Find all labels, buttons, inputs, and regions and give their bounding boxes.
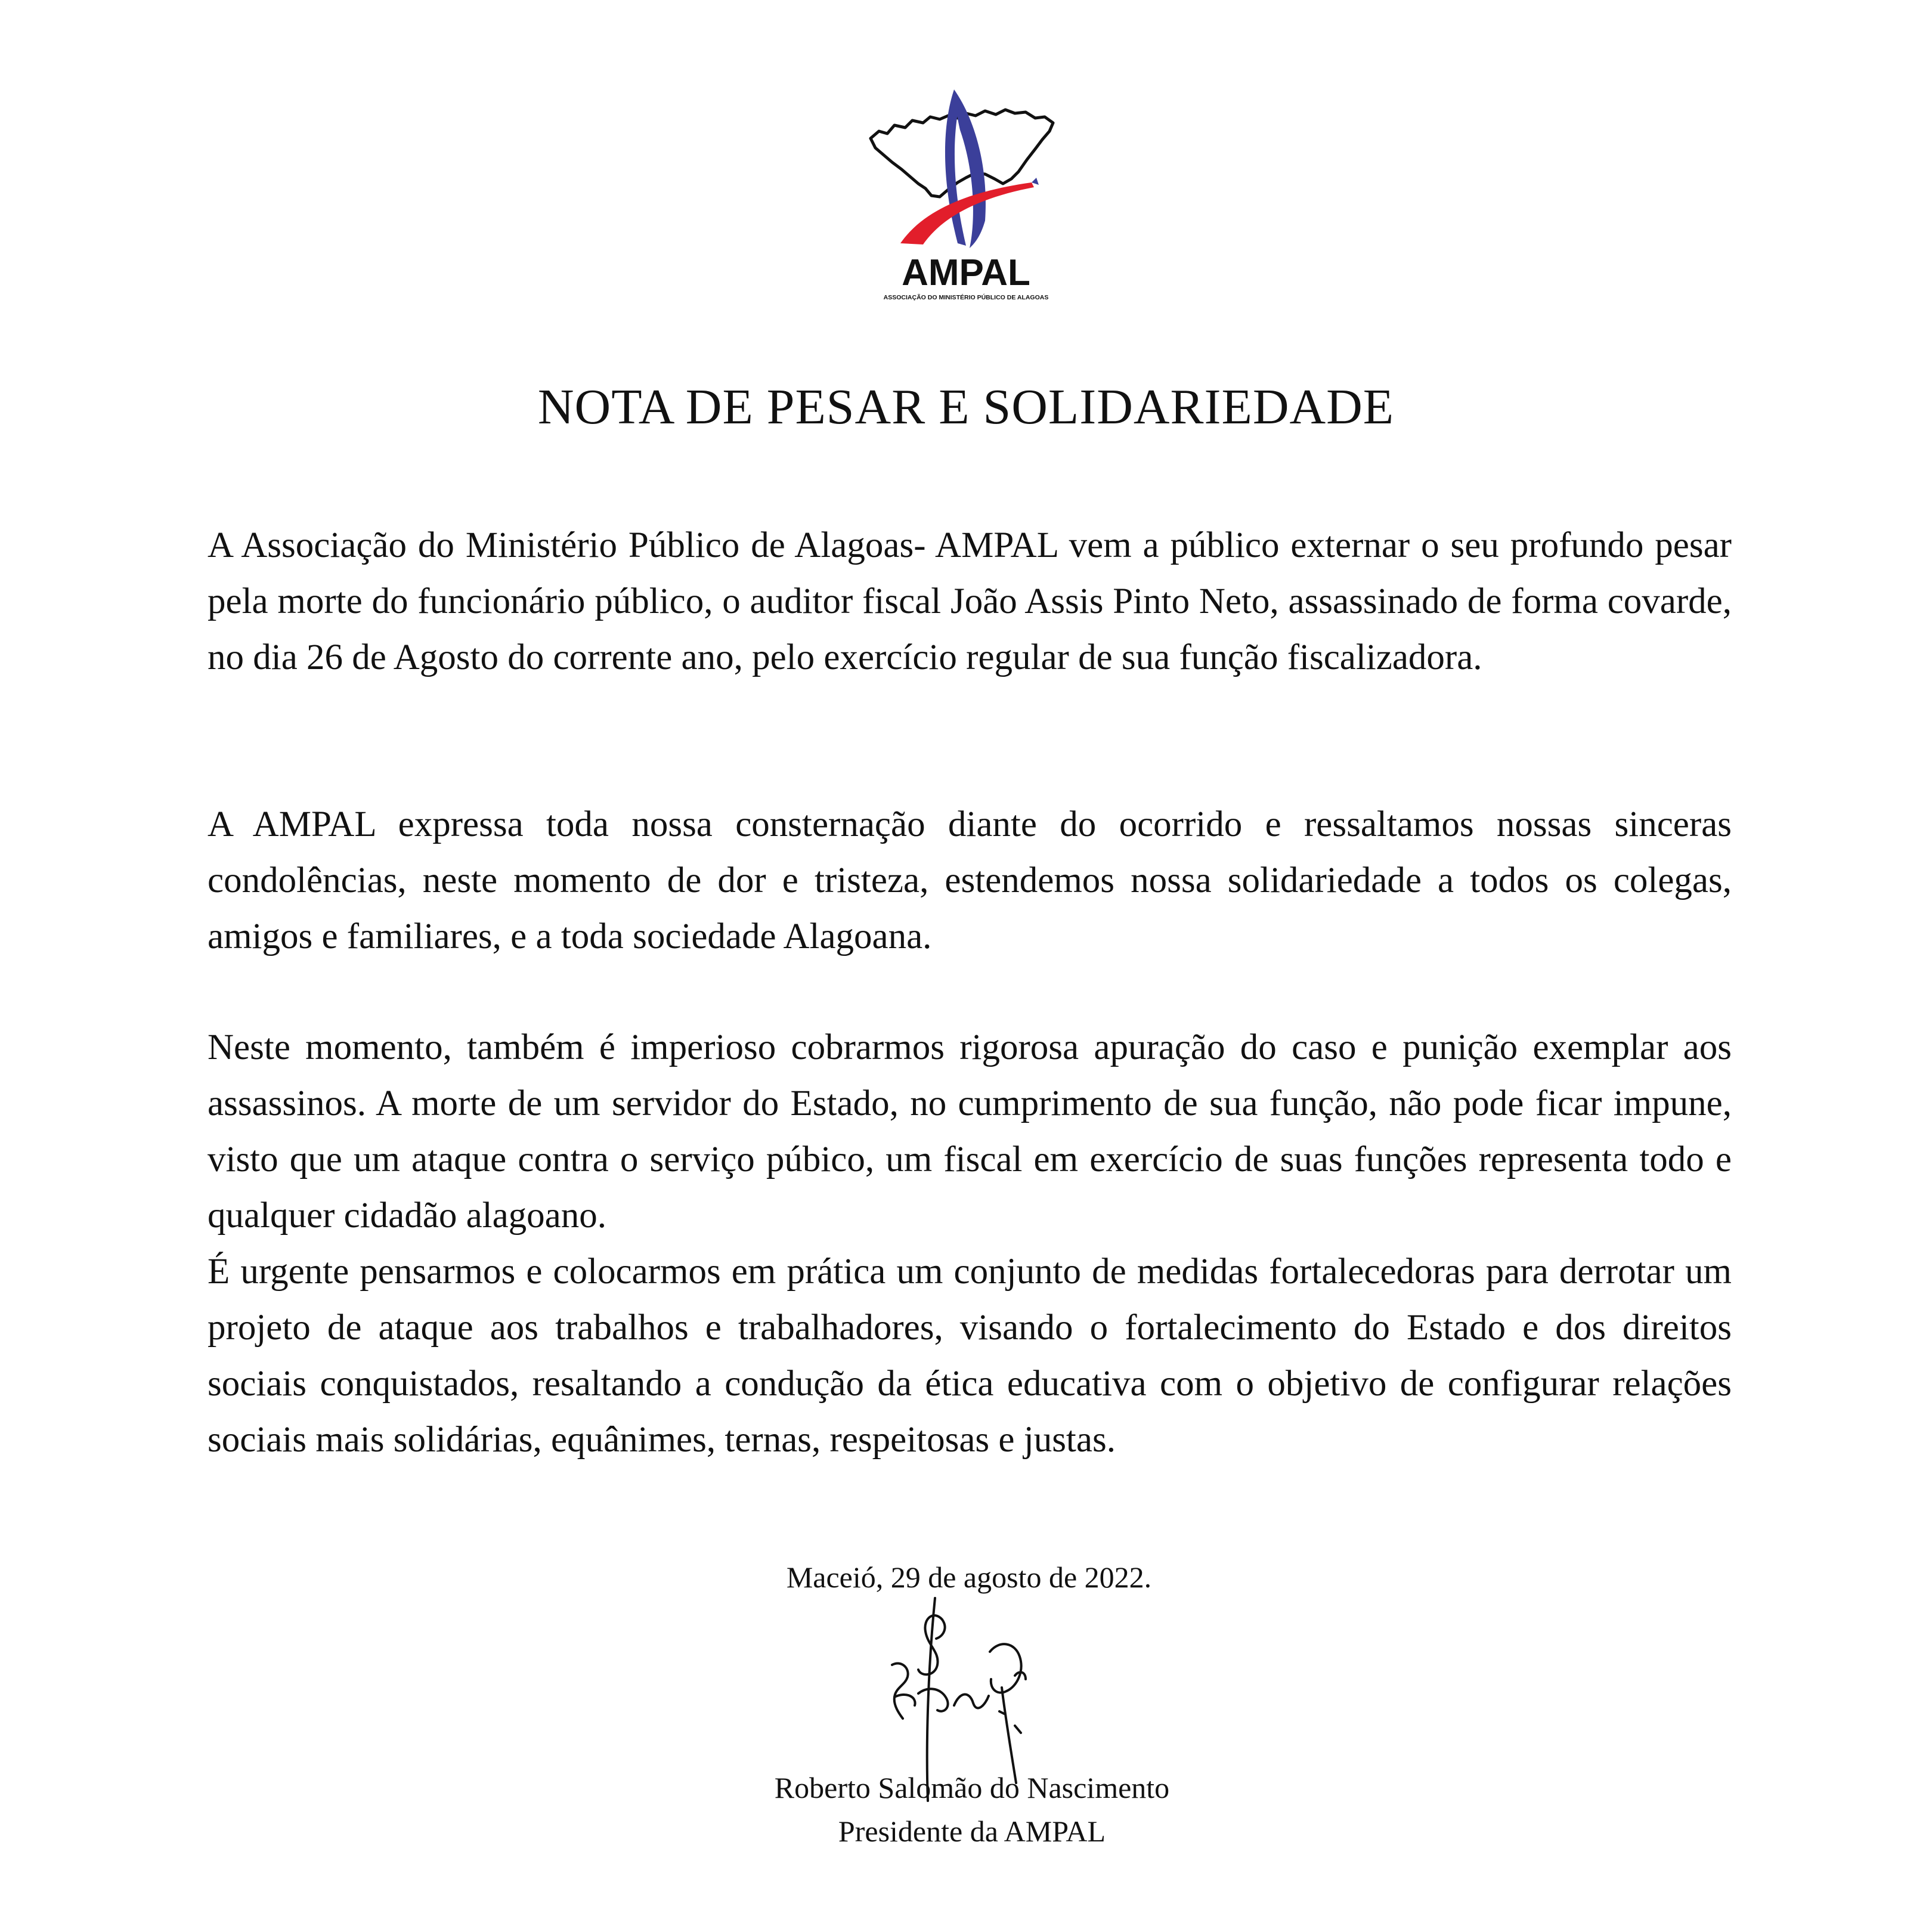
paragraph-2: A AMPAL expressa toda nossa consternação diante do ocorrido e ressaltamos nossas sinceras condolências, neste momento de dor e tristeza, estendemos nossa solidariedade a todos os colegas, amigos e familiares, e a toda sociedade Alagoana.	[208, 804, 1732, 956]
logo-subtitle: ASSOCIAÇÃO DO MINISTÉRIO PÚBLICO DE ALAGOAS	[883, 294, 1049, 301]
paragraph-4: É urgente pensarmos e colocarmos em prática um conjunto de medidas fortalecedoras para derrotar um projeto de ataque aos trabalhos e trabalhadores, visando o fortalecimento do Estado e dos direitos sociais conquistados, resaltando a condução da ética educativa com o objetivo de configurar relações sociais mais solidárias, equânimes, ternas, respeitosas e justas.	[208, 1252, 1732, 1460]
red-swoosh-mark	[900, 182, 1034, 244]
paragraph-3: Neste momento, também é imperioso cobrarmos rigorosa apuração do caso e punição exemplar aos assassinos. A morte de um servidor do Estado, no cumprimento de sua função, não pode ficar impune, visto que um ataque contra o serviço púbico, um fiscal em exercício de suas funções representa todo e qualquer cidadão alagoano.	[208, 1027, 1732, 1236]
signer-name: Roberto Salomão do Nascimento	[774, 1771, 1170, 1804]
signer-role: Presidente da AMPAL	[838, 1815, 1106, 1848]
page-title: NOTA DE PESAR E SOLIDARIEDADE	[537, 379, 1395, 435]
ampal-logo	[853, 83, 1079, 304]
logo-name: AMPAL	[902, 252, 1030, 293]
date-line: Maceió, 29 de agosto de 2022.	[786, 1561, 1152, 1594]
paragraph-1: A Associação do Ministério Público de Alagoas- AMPAL vem a público externar o seu profundo pesar pela morte do funcionário público, o auditor fiscal João Assis Pinto Neto, assassinado de forma covarde, no dia 26 de Agosto do corrente ano, pelo exercício regular de sua função fiscalizadora.	[208, 525, 1732, 677]
